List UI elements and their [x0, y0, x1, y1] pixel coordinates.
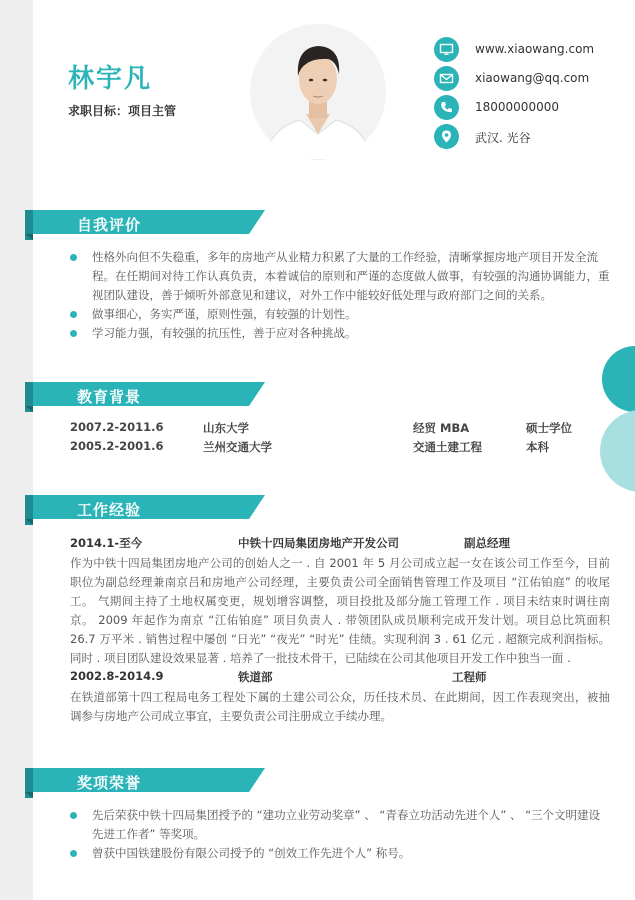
job-period: 2014.1-至今 [70, 536, 143, 550]
left-strip [0, 0, 33, 900]
awards-list [70, 806, 610, 863]
job-position: 工程师 [452, 669, 487, 684]
edu-major: 经贸 MBA [413, 421, 470, 435]
portrait-illustration [250, 24, 386, 160]
job-target: 求职目标：项目主管 [68, 104, 177, 118]
bullet-dot-icon [70, 254, 77, 261]
work-experience [70, 535, 610, 726]
location-text: 武汉. 光谷 [475, 131, 531, 145]
section-header-self-eval [25, 210, 265, 240]
job-description: 在铁道部第十四工程局电务工程处下属的土建公司公众，历任技术员、在此期间，因工作表现突出，被抽调参与房地产公司成立事宜，主要负责公司注册成立手续办理。 [70, 689, 610, 723]
job-period: 2002.8-2014.9 [70, 668, 164, 683]
ribbon-shape [25, 495, 265, 525]
website-text[interactable]: www.xiaowang.com [475, 42, 595, 56]
bullet-dot-icon [70, 850, 77, 857]
list-item: 先后荣获中铁十四局集团授予的 “建功立业劳动奖章” 、 “青春立功活动先进个人” 、 “三个文明建设先进工作者” 等奖项。 [70, 806, 610, 844]
email-icon [434, 66, 459, 91]
section-title: 自我评价 [77, 216, 142, 234]
job-description: 作为中铁十四局集团房地产公司的创始人之一 . 自 2001 年 5 月公司成立起一女在该公司工作至今，目前职位为副总经理兼南京吕和房地产公司经理，主要负责公司全面销售管理工作及项目 “江佑铂庭” 的收尾工。 气期间主持了土地权属变更，规划增容调整，项目投批及部分施工管理工作 . 项目未结束时调往南京。 2009 年起作为南京 “江佑铂庭” 项目负责人 . 带领团队成员顺利完成开发计划。项目总比筑面积 26.7 万平米 . 销售过程中屡创 “日光” “夜光” “时光” 佳绩。实现利润 3 . 61 亿元 . 超额完成利润指标。同时 . 项目团队建设效果显著 . 培养了一批技术骨干，已陆续在公司其他项目开发工作中独当一面 . [70, 556, 610, 666]
decorative-circle [602, 346, 635, 412]
bullet-dot-icon [70, 812, 77, 819]
location-icon [434, 124, 459, 149]
edu-period: 2005.2-2001.6 [70, 439, 164, 453]
candidate-name: 林宇凡 [68, 64, 153, 94]
list-item: 性格外向但不失稳重，多年的房地产从业精力积累了大量的工作经验，清晰掌握房地产项目开发全流程。在任期间对待工作认真负责，本着诚信的原则和严谨的态度做人做事，有较强的沟通协调能力，重视团队建设，善于倾听外部意见和建议，对外工作中能较好低处理与政府部门之间的关系。 [70, 248, 610, 305]
monitor-icon [434, 37, 459, 62]
bullet-dot-icon [70, 311, 77, 318]
edu-school: 兰州交通大学 [203, 440, 272, 454]
section-header-education [25, 382, 265, 412]
ribbon-shape [25, 382, 265, 412]
table-row [70, 439, 610, 458]
job-header [70, 669, 610, 688]
table-row [70, 420, 610, 439]
edu-period: 2007.2-2011.6 [70, 420, 164, 434]
ribbon-shape [25, 210, 265, 240]
section-title: 教育背景 [77, 388, 142, 406]
ribbon-shape [25, 768, 265, 798]
section-header-work [25, 495, 265, 525]
job-header [70, 535, 610, 554]
email-text[interactable]: xiaowang@qq.com [475, 71, 590, 85]
phone-icon [434, 95, 459, 120]
edu-major: 交通土建工程 [413, 440, 482, 454]
job-company: 中铁十四局集团房地产开发公司 [238, 536, 399, 550]
edu-school: 山东大学 [203, 421, 249, 435]
edu-degree: 本科 [526, 440, 549, 454]
list-item: 曾获中国铁建股份有限公司授予的 “创效工作先进个人” 称号。 [70, 844, 610, 863]
section-header-awards [25, 768, 265, 798]
education-table [70, 420, 610, 458]
profile-photo [250, 24, 386, 160]
section-title: 奖项荣誉 [77, 774, 142, 792]
job-company: 铁道部 [238, 669, 273, 684]
edu-degree: 硕士学位 [526, 421, 572, 435]
self-eval-list [70, 248, 610, 343]
phone-text[interactable]: 18000000000 [475, 100, 559, 114]
section-title: 工作经验 [77, 501, 142, 519]
list-item: 学习能力强，有较强的抗压性，善于应对各种挑战。 [70, 324, 610, 343]
list-item: 做事细心，务实严谨，原则性强，有较强的计划性。 [70, 305, 610, 324]
job-position: 副总经理 [464, 536, 510, 550]
bullet-dot-icon [70, 330, 77, 337]
